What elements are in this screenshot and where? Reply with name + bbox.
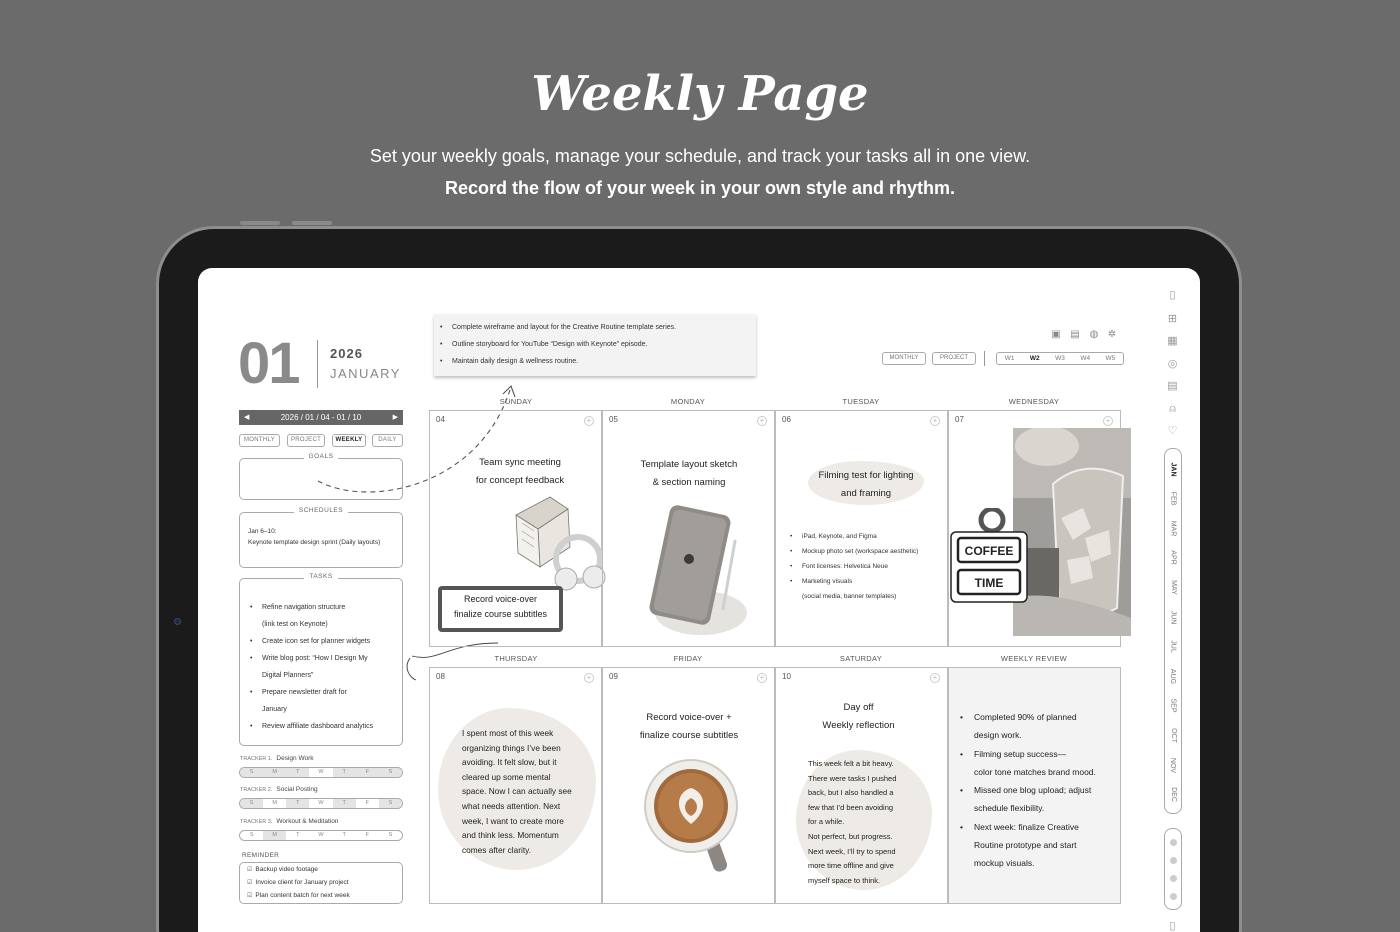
text-line: few that I’d been avoiding [808, 802, 894, 812]
task-item[interactable]: • Prepare newsletter draft for [250, 684, 373, 701]
tracker-day[interactable]: S [249, 832, 254, 838]
prev-week-icon[interactable]: ◀ [244, 414, 250, 421]
month-tab-may[interactable]: MAY [1169, 580, 1177, 595]
tracker-row[interactable] [239, 798, 403, 809]
briefcase-icon[interactable]: ▤ [1167, 380, 1178, 392]
iced-coffee-photo [1013, 428, 1131, 636]
reminder-label: REMINDER [242, 852, 280, 859]
weekly-goal-item: • Complete wireframe and layout for the Creative Routine template series. [452, 324, 676, 331]
reminder-item[interactable]: ☑ Invoice client for January project [247, 879, 349, 886]
list-item: • Marketing visuals [788, 574, 918, 589]
task-item[interactable]: • Review affiliate dashboard analytics [250, 718, 373, 735]
month-tab-jan[interactable]: JAN [1169, 461, 1177, 477]
month-number: 01 [238, 331, 299, 396]
sticker-text: TIME [974, 576, 1004, 590]
review-item: • Next week: finalize Creative [959, 818, 1096, 836]
tracker-row[interactable] [239, 767, 403, 778]
text-line: back, but I also handled a [808, 788, 894, 798]
weekly-goal-item: • Maintain daily design & wellness routine. [452, 358, 578, 365]
page-dot[interactable] [1170, 857, 1177, 864]
task-item[interactable]: January [262, 706, 287, 713]
month-tab-dec[interactable]: DEC [1169, 787, 1177, 802]
latte-photo [643, 758, 743, 882]
camera-dot [174, 618, 181, 625]
review-item: • Filming setup success— [959, 745, 1096, 763]
week-tab-active[interactable]: W2 [1029, 355, 1040, 362]
tablet-top-button [240, 221, 280, 225]
list-item: • Mockup photo set (workspace aesthetic) [788, 544, 918, 559]
list-item: (social media, banner templates) [802, 593, 897, 600]
saturday-reflection [808, 757, 896, 888]
day-note: Day off Weekly reflection [822, 702, 895, 731]
review-item: • Completed 90% of planned [959, 708, 1096, 726]
tracker-day[interactable]: W [318, 800, 324, 806]
calendar-icon[interactable]: ▦ [1167, 335, 1178, 347]
text-line: This week felt a bit heavy. [808, 759, 894, 768]
planner-screen [198, 268, 1200, 932]
text-line: what needs attention. Next [462, 800, 561, 811]
grid-icon[interactable]: ⊞ [1167, 313, 1178, 325]
month-name: JANUARY [330, 366, 401, 381]
review-item: • Missed one blog upload; adjust [959, 781, 1096, 799]
month-tab-jun[interactable]: JUN [1169, 610, 1177, 624]
text-line: more time offline and give [808, 861, 894, 871]
person-icon[interactable]: ⍝ [1169, 403, 1176, 415]
month-tab-sep[interactable]: SEP [1169, 698, 1177, 713]
list-item: • Font licenses: Helvetica Neue [788, 559, 918, 574]
tab-monthly[interactable]: MONTHLY [239, 434, 280, 447]
tracker-label: TRACKER 3. Workout & Meditation [240, 818, 339, 825]
hero-subtitle: Set your weekly goals, manage your schedule, and track your tasks all in one view. [369, 146, 1031, 166]
text-line: cleared up some mental [462, 771, 551, 782]
review-item: color tone matches brand mood. [974, 766, 1096, 777]
schedules-label: SCHEDULES [294, 507, 348, 514]
month-index [1164, 448, 1182, 814]
thursday-reflection [462, 726, 572, 857]
day-header-sunday: SUNDAY [499, 397, 533, 406]
tracker-day[interactable]: T [296, 832, 300, 838]
text-line: I spent most of this week [462, 728, 554, 738]
day-header-friday: FRIDAY [673, 654, 703, 663]
task-item[interactable]: (link test on Keynote) [262, 621, 328, 628]
month-tab-nov[interactable]: NOV [1169, 757, 1177, 773]
page-dot[interactable] [1170, 839, 1177, 846]
week-tab[interactable]: W3 [1055, 355, 1065, 362]
text-line: week, I want to create more [462, 815, 564, 826]
tracker-day[interactable]: F [356, 768, 379, 777]
ipad-photo [637, 501, 749, 636]
task-item[interactable]: • Refine navigation structure [250, 599, 373, 616]
day-number: 06 [782, 415, 791, 424]
day-note: Filming test for lighting and framing [818, 470, 914, 499]
day-number: 07 [955, 415, 964, 424]
day-header-wednesday: WEDNESDAY [1008, 397, 1060, 406]
page-dots [1164, 828, 1182, 910]
day-number: 10 [782, 672, 791, 681]
briefcase-icon[interactable]: ▤ [1070, 329, 1080, 340]
day-note: Template layout sketch & section naming [640, 459, 738, 488]
voice-over-callout: Record voice-over finalize course subtitles [438, 586, 563, 632]
day-note: Team sync meeting for concept feedback [475, 457, 565, 486]
text-line: organizing things I’ve been [462, 742, 561, 753]
add-icon[interactable]: + [930, 673, 940, 683]
weekly-review-cell[interactable] [948, 667, 1121, 904]
day-number: 04 [436, 415, 445, 424]
nav-monthly-button[interactable]: MONTHLY [882, 352, 926, 365]
day-cell-saturday[interactable] [775, 667, 948, 904]
reminder-item[interactable]: ☑ Backup video footage [247, 866, 318, 873]
week-tab[interactable]: W1 [1004, 355, 1015, 362]
text-line: comes after clarity. [462, 844, 532, 855]
tracker-label: TRACKER 2. Social Posting [240, 786, 318, 793]
weekly-review-list [959, 708, 1096, 873]
tracker-day[interactable]: T [286, 799, 309, 808]
day-number: 09 [609, 672, 618, 681]
month-tab-mar[interactable]: MAR [1169, 520, 1177, 536]
review-item: Routine prototype and start [974, 840, 1077, 851]
add-icon[interactable]: + [757, 673, 767, 683]
day-header-saturday: SATURDAY [839, 654, 883, 663]
book-icon[interactable]: ▯ [1169, 289, 1176, 301]
month-tab-apr[interactable]: APR [1169, 550, 1177, 565]
tracker-day[interactable]: S [240, 799, 263, 808]
tracker-day[interactable]: S [379, 799, 402, 808]
day-number: 08 [436, 672, 445, 681]
list-item: • iPad, Keynote, and Figma [788, 529, 918, 544]
review-item: schedule flexibility. [974, 803, 1045, 814]
week-tab[interactable]: W5 [1105, 355, 1116, 362]
tracker-day[interactable]: T [286, 768, 309, 777]
text-line: Next week, I’ll try to spend [808, 846, 896, 856]
month-tab-feb[interactable]: FEB [1169, 491, 1177, 506]
reminder-box[interactable] [239, 862, 403, 904]
add-icon[interactable]: + [1103, 416, 1113, 426]
calendar-check-icon[interactable]: ▣ [1051, 329, 1061, 340]
goals-label: GOALS [304, 453, 339, 460]
tracker-day[interactable]: T [342, 832, 346, 838]
text-line: Not perfect, but progress. [808, 831, 893, 841]
coffee-time-sticker [950, 508, 1030, 604]
add-icon[interactable]: + [930, 416, 940, 426]
schedule-line: Keynote template design sprint (Daily layouts) [248, 539, 381, 546]
day-cell-friday[interactable] [602, 667, 775, 904]
task-item[interactable]: Digital Planners” [262, 672, 314, 679]
text-line: myself space to think. [808, 875, 881, 885]
tracker-day[interactable]: T [333, 768, 356, 777]
week-selector [996, 352, 1124, 365]
reminder-item[interactable]: ☑ Plan content batch for next week [247, 892, 350, 899]
day-number: 05 [609, 415, 618, 424]
hero-subtitle-bold: Record the flow of your week in your own style and rhythm. [444, 178, 956, 198]
page-dot[interactable] [1170, 875, 1177, 882]
tracker-day[interactable]: M [272, 800, 277, 806]
hero-title: Weekly Page [531, 66, 869, 122]
page-dot[interactable] [1170, 893, 1177, 900]
tracker-day[interactable]: S [388, 832, 393, 838]
tracker-day[interactable]: F [365, 832, 369, 838]
review-item: mockup visuals. [974, 858, 1035, 869]
month-tab-jul[interactable]: JUL [1169, 640, 1177, 653]
tracker-day[interactable]: S [379, 768, 402, 777]
day-cell-tuesday[interactable] [775, 410, 948, 647]
task-item[interactable]: • Write blog post: “How I Design My [250, 650, 373, 667]
day-note: Record voice-over + finalize course subtitles [639, 712, 739, 741]
add-icon[interactable]: + [584, 673, 594, 683]
day-header-monday: MONDAY [670, 397, 706, 406]
tasks-label: TASKS [304, 573, 337, 580]
note-icon[interactable]: ▯ [1169, 920, 1176, 932]
weekly-goal-item: • Outline storyboard for YouTube “Design with Keynote” episode. [452, 341, 647, 348]
add-icon[interactable]: + [757, 416, 767, 426]
text-line: for a while. [808, 817, 845, 827]
tracker-row[interactable] [239, 830, 403, 841]
add-icon[interactable]: + [584, 416, 594, 426]
next-week-icon[interactable]: ▶ [392, 414, 398, 421]
target-icon[interactable]: ◎ [1167, 358, 1178, 370]
day-header-thursday: THURSDAY [494, 654, 538, 663]
tracker-day[interactable]: S [240, 768, 263, 777]
year-label: 2026 [330, 346, 363, 361]
text-line: There were tasks I pushed [808, 773, 897, 783]
nav-separator [984, 351, 985, 366]
globe-icon[interactable]: ◍ [1089, 329, 1099, 340]
book-headphones-photo [508, 487, 608, 599]
weekly-review-header: WEEKLY REVIEW [1000, 654, 1068, 663]
text-line: avoiding. It felt slow, but it [462, 757, 557, 768]
tracker-day[interactable]: T [333, 799, 356, 808]
tuesday-list [788, 529, 918, 604]
text-line: space. Now I can actually see [462, 786, 572, 797]
text-line: and think less. Momentum [462, 830, 559, 841]
tracker-day[interactable]: W [318, 769, 324, 775]
day-cell-monday[interactable] [602, 410, 775, 647]
tab-project[interactable]: PROJECT [287, 434, 325, 447]
tab-weekly[interactable]: WEEKLY [332, 434, 366, 447]
nav-project-button[interactable]: PROJECT [932, 352, 976, 365]
review-item: design work. [974, 730, 1022, 741]
month-tab-aug[interactable]: AUG [1169, 668, 1177, 684]
settings-icon[interactable]: ✲ [1107, 329, 1117, 340]
tracker-day[interactable]: M [263, 768, 286, 777]
sticker-text: COFFEE [964, 544, 1014, 558]
tablet-top-button [292, 221, 332, 225]
week-tab[interactable]: W4 [1080, 355, 1091, 362]
tracker-day[interactable]: W [318, 832, 324, 838]
tracker-day[interactable]: F [365, 800, 369, 806]
tracker-label: TRACKER 1. Design Work [240, 755, 314, 762]
heart-icon[interactable]: ♡ [1167, 425, 1178, 437]
tracker-day[interactable]: M [263, 831, 286, 840]
month-tab-oct[interactable]: OCT [1169, 728, 1177, 743]
day-header-tuesday: TUESDAY [842, 397, 880, 406]
day-cell-thursday[interactable] [429, 667, 602, 904]
tab-daily[interactable]: DAILY [372, 434, 403, 447]
task-item[interactable]: • Create icon set for planner widgets [250, 633, 373, 650]
date-range-text: 2026 / 01 / 04 - 01 / 10 [280, 413, 362, 422]
schedule-line: Jan 6–10: [248, 528, 277, 535]
